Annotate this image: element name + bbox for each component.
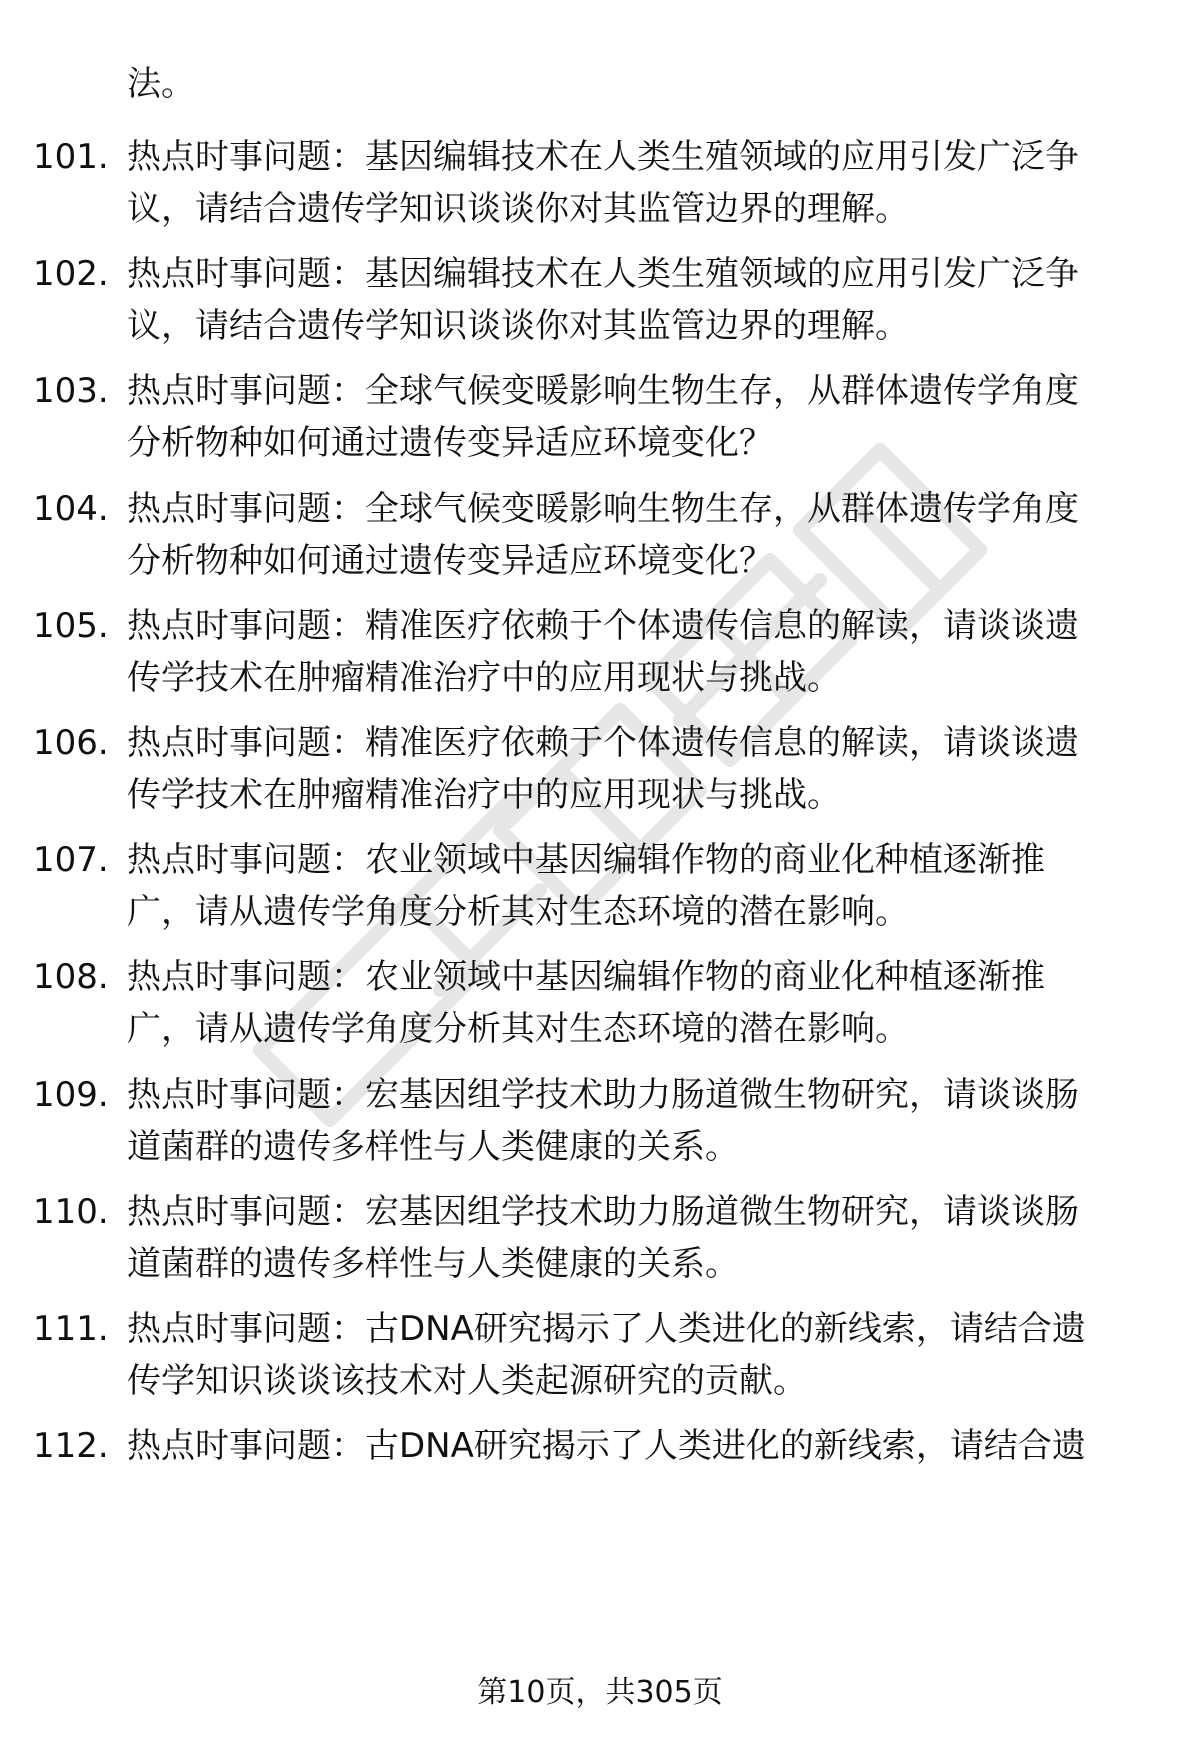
question-text-line: 热点时事问题：基因编辑技术在人类生殖领域的应用引发广泛争 xyxy=(127,254,1079,294)
question-text-line: 道菌群的遗传多样性与人类健康的关系。 xyxy=(127,1127,739,1167)
page-footer: 第10页，共305页 xyxy=(477,1675,723,1710)
question-number: 102. xyxy=(33,254,109,294)
question-text-line: 热点时事问题：全球气候变暖影响生物生存，从群体遗传学角度 xyxy=(127,489,1079,529)
question-text-line: 议，请结合遗传学知识谈谈你对其监管边界的理解。 xyxy=(127,189,909,229)
question-text xyxy=(127,1186,1157,1290)
question-text xyxy=(127,717,1157,821)
question-text-line: 热点时事问题：农业领域中基因编辑作物的商业化种植逐渐推 xyxy=(127,957,1045,997)
question-text xyxy=(127,1069,1157,1173)
question-text-line: 热点时事问题：基因编辑技术在人类生殖领域的应用引发广泛争 xyxy=(127,137,1079,177)
question-number: 111. xyxy=(33,1309,109,1349)
question-number: 105. xyxy=(33,606,109,646)
question-text-line: 广，请从遗传学角度分析其对生态环境的潜在影响。 xyxy=(127,892,909,932)
question-text xyxy=(127,131,1157,235)
question-number: 104. xyxy=(33,489,109,529)
question-text xyxy=(127,600,1157,704)
question-text-line: 热点时事问题：宏基因组学技术助力肠道微生物研究，请谈谈肠 xyxy=(127,1192,1079,1232)
question-number: 107. xyxy=(33,840,109,880)
question-number: 103. xyxy=(33,371,109,411)
question-text-line: 热点时事问题：精准医疗依赖于个体遗传信息的解读，请谈谈遗 xyxy=(127,606,1079,646)
question-text xyxy=(127,1420,1157,1472)
question-text-line: 道菌群的遗传多样性与人类健康的关系。 xyxy=(127,1244,739,1284)
question-number: 112. xyxy=(33,1426,109,1466)
question-text-line: 分析物种如何通过遗传变异适应环境变化？ xyxy=(127,541,773,581)
continuation-text: 法。 xyxy=(127,64,195,104)
question-text-line: 议，请结合遗传学知识谈谈你对其监管边界的理解。 xyxy=(127,306,909,346)
question-text-line: 热点时事问题：农业领域中基因编辑作物的商业化种植逐渐推 xyxy=(127,840,1045,880)
question-text xyxy=(127,1303,1157,1407)
question-text-line: 热点时事问题：宏基因组学技术助力肠道微生物研究，请谈谈肠 xyxy=(127,1075,1079,1115)
question-text-line: 传学技术在肿瘤精准治疗中的应用现状与挑战。 xyxy=(127,658,841,698)
question-number: 110. xyxy=(33,1192,109,1232)
question-text-line: 分析物种如何通过遗传变异适应环境变化？ xyxy=(127,423,773,463)
question-text xyxy=(127,834,1157,938)
question-text xyxy=(127,248,1157,352)
question-text-line: 热点时事问题：古DNA研究揭示了人类进化的新线索，请结合遗 xyxy=(127,1426,1086,1466)
question-text xyxy=(127,951,1157,1055)
question-number: 101. xyxy=(33,137,109,177)
question-number: 106. xyxy=(33,723,109,763)
question-text-line: 传学知识谈谈该技术对人类起源研究的贡献。 xyxy=(127,1361,807,1401)
question-number: 108. xyxy=(33,957,109,997)
question-text-line: 热点时事问题：全球气候变暖影响生物生存，从群体遗传学角度 xyxy=(127,371,1079,411)
question-number: 109. xyxy=(33,1075,109,1115)
question-text xyxy=(127,365,1157,469)
question-text-line: 广，请从遗传学角度分析其对生态环境的潜在影响。 xyxy=(127,1009,909,1049)
question-text-line: 热点时事问题：古DNA研究揭示了人类进化的新线索，请结合遗 xyxy=(127,1309,1086,1349)
question-text xyxy=(127,483,1157,587)
question-text-line: 热点时事问题：精准医疗依赖于个体遗传信息的解读，请谈谈遗 xyxy=(127,723,1079,763)
question-text-line: 传学技术在肿瘤精准治疗中的应用现状与挑战。 xyxy=(127,775,841,815)
